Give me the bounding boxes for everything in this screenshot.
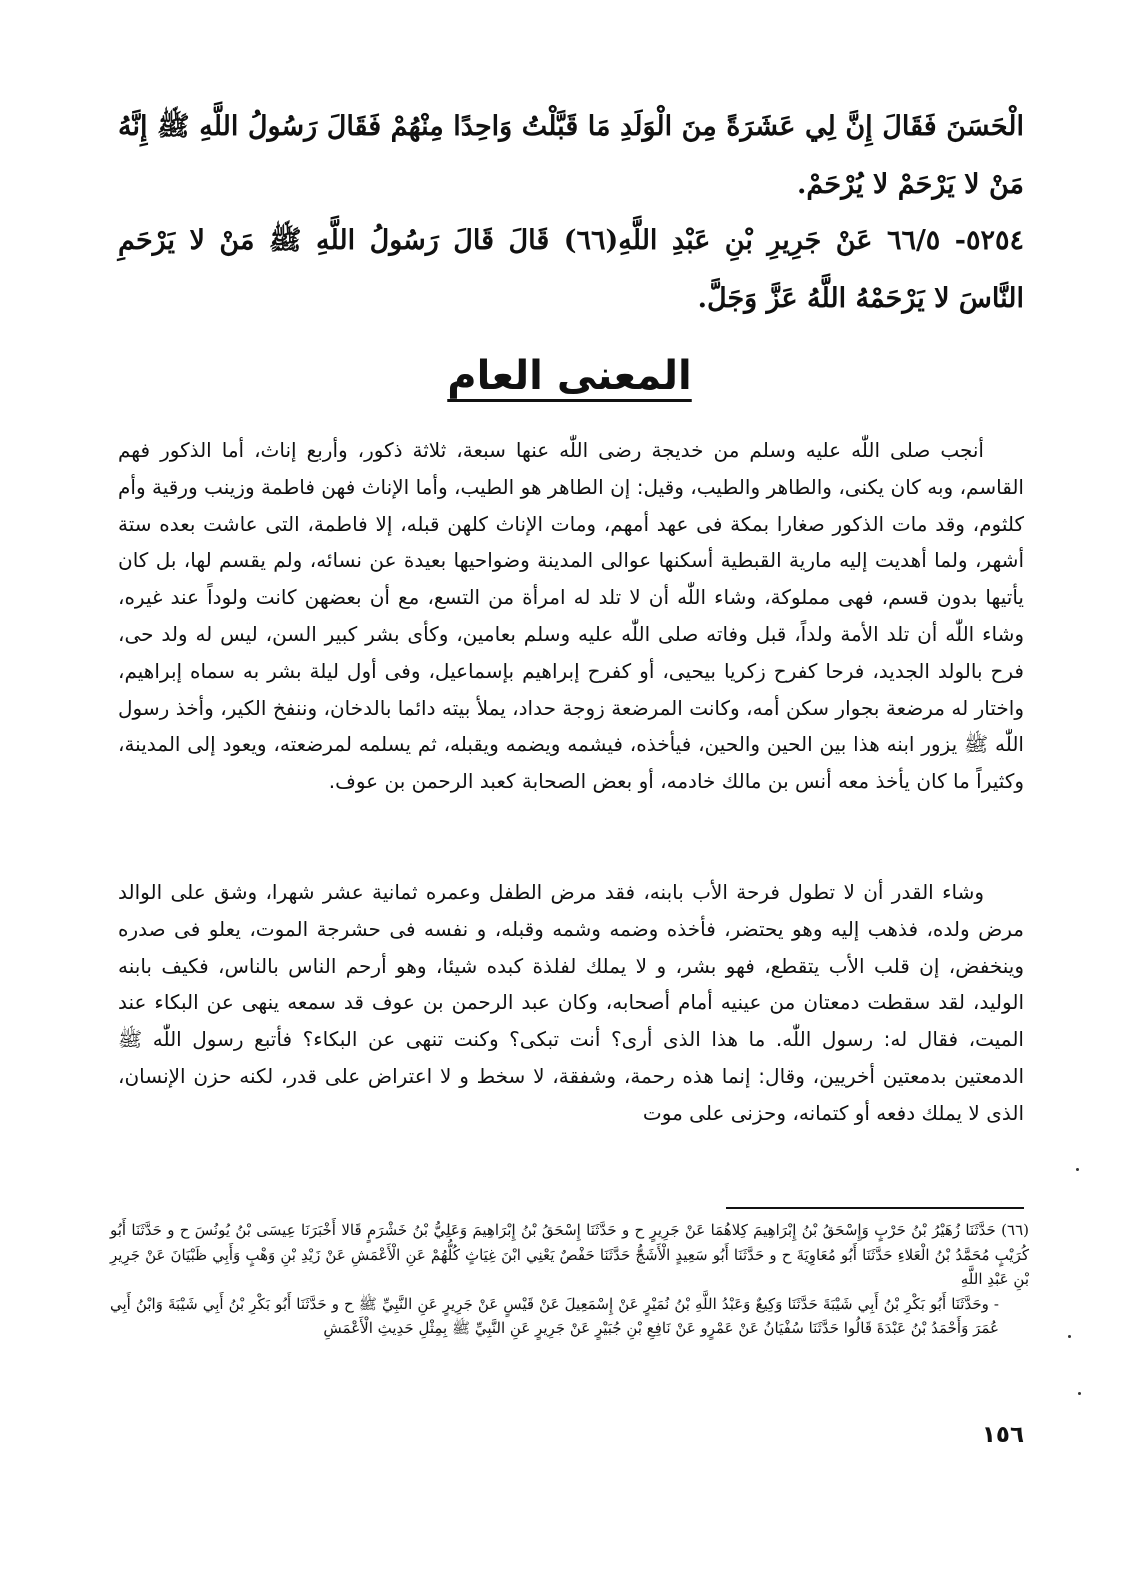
scan-speck: [1078, 1392, 1081, 1395]
scan-speck: [1076, 1168, 1079, 1171]
hadith-continuation: الْحَسَنَ فَقَالَ إِنَّ لِي عَشَرَةً مِنَ الْوَلَدِ مَا قَبَّلْتُ وَاحِدًا مِنْهُمْ فَقَالَ رَسُولُ اللَّهِ ﷺ إِنَّهُ مَنْ لا يَرْحَمْ لا يُرْحَمْ.: [118, 111, 1024, 200]
footnote-line-2: - وحَدَّثَنَا أَبُو بَكْرِ بْنُ أَبِي شَيْبَةَ حَدَّثَنَا وَكِيعٌ وَعَبْدُ اللَّهِ بْنُ نُمَيْرٍ عَنْ إِسْمَعِيلَ عَنْ قَيْسٍ عَنْ جَرِيرٍ عَنِ النَّبِيِّ ﷺ ح و حَدَّثَنَا أَبُو بَكْرِ بْنُ أَبِي شَيْبَةَ وَابْنُ أَبِي عُمَرَ وَأَحْمَدُ بْنُ عَبْدَةَ قَالُوا حَدَّثَنَا سُفْيَانُ عَنْ عَمْرٍو عَنْ نَافِعِ بْنِ جُبَيْرٍ عَنْ جَرِيرٍ عَنِ النَّبِيِّ ﷺ بِمِثْلِ حَدِيثِ الْأَعْمَشِ: [110, 1294, 999, 1337]
footnote-line-1: (٦٦) حَدَّثَنَا زُهَيْرُ بْنُ حَرْبٍ وَإِسْحَقُ بْنُ إِبْرَاهِيمَ كِلاهُمَا عَنْ جَرِيرٍ ح و حَدَّثَنَا إِسْحَقُ بْنُ إِبْرَاهِيمَ وَعَلِيُّ بْنُ خَشْرَمٍ قَالا أَخْبَرَنَا عِيسَى بْنُ يُونُسَ ح و حَدَّثَنَا أَبُو كُرَيْبٍ مُحَمَّدُ بْنُ الْعَلاءِ حَدَّثَنَا أَبُو مُعَاوِيَةَ ح و حَدَّثَنَا أَبُو سَعِيدٍ الْأَشَجُّ حَدَّثَنَا حَفْصٌ يَعْنِي ابْنَ غِيَاثٍ كُلُّهُمْ عَنِ الْأَعْمَشِ عَنْ زَيْدِ بْنِ وَهْبٍ وَأَبِي ظَبْيَانَ عَنْ جَرِيرِ بْنِ عَبْدِ اللَّهِ: [110, 1221, 1029, 1288]
scan-speck: [1068, 1335, 1071, 1338]
footnote-divider: [726, 1207, 1024, 1209]
body-paragraph-1: أنجب صلى اللّٰه عليه وسلم من خديجة رضى اللّٰه عنها سبعة، ثلاثة ذكور، وأربع إناث، أما الذكور فهم القاسم، وبه كان يكنى، والطاهر والطيب، وقيل: إن الطاهر هو الطيب، وأما الإناث فهن فاطمة وزينب ورقية وأم كلثوم، وقد مات الذكور صغارا بمكة فى عهد أمهم، ومات الإناث كلهن قبله، إلا فاطمة، التى عاشت بعده ستة أشهر، ولما أهديت إليه مارية القبطية أسكنها عوالى المدينة وضواحيها بعيدة عن نسائه، ولم يقسم لها، بل كان يأتيها بدون قسم، فهى مملوكة، وشاء اللّٰه أن لا تلد له امرأة من التسع، مع أن بعضهن كانت ولوداً عند غيره، وشاء اللّٰه أن تلد الأمة ولداً، قبل وفاته صلى اللّٰه عليه وسلم بعامين، وكأى بشر كبير السن، ليس له ولد حى، فرح بالولد الجديد، فرحا كفرح زكريا بيحيى، أو كفرح إبراهيم بإسماعيل، وفى أول ليلة بشر به سماه إبراهيم، واختار له مرضعة بجوار سكن أمه، وكانت المرضعة زوجة حداد، يملأ بيته دائما بالدخان، وننفخ الكير، وأخذ رسول اللّٰه ﷺ يزور ابنه هذا بين الحين والحين، فيأخذه، فيشمه ويضمه ويقبله، ثم يسلمه لمرضعته، ويعود إلى المدينة، وكثيراً ما كان يأخذ معه أنس بن مالك خادمه، أو بعض الصحابة كعبد الرحمن بن عوف.: [118, 438, 1024, 794]
body-paragraph-2: وشاء القدر أن لا تطول فرحة الأب بابنه، فقد مرض الطفل وعمره ثمانية عشر شهرا، وشق على الوالد مرض ولده، فذهب إليه وهو يحتضر، فأخذه وضمه وشمه وقبله، و نفسه فى حشرجة الموت، يعلو فى صدره وينخفض، إن قلب الأب يتقطع، فهو بشر، و لا يملك لفلذة كبده شيئا، وهو أرحم الناس بالناس، فكيف بابنه الوليد، لقد سقطت دمعتان من عينيه أمام أصحابه، وكان عبد الرحمن بن عوف قد سمعه ينهى عن البكاء عند الميت، فقال له: رسول اللّٰه. ما هذا الذى أرى؟ أنت تبكى؟ وكنت تنهى عن البكاء؟ فأتبع رسول اللّٰه ﷺ الدمعتين بدمعتين أخريين، وقال: إنما هذه رحمة، وشفقة، لا سخط و لا اعتراض على قدر، لكنه حزن الإنسان، الذى لا يملك دفعه أو كتمانه، وحزنى على موت: [118, 880, 1024, 1125]
hadith-5254: ٥٢٥٤- ٦٦/٥ عَنْ جَرِيرِ بْنِ عَبْدِ اللَّهِ(٦٦) قَالَ قَالَ رَسُولُ اللَّهِ ﷺ مَنْ لا يَرْحَمِ النَّاسَ لا يَرْحَمْهُ اللَّهُ عَزَّ وَجَلَّ.: [118, 225, 1025, 314]
section-heading: المعنى العام: [447, 353, 692, 399]
footnote: [110, 1218, 1029, 1341]
page-number: ١٥٦: [981, 1422, 1024, 1448]
